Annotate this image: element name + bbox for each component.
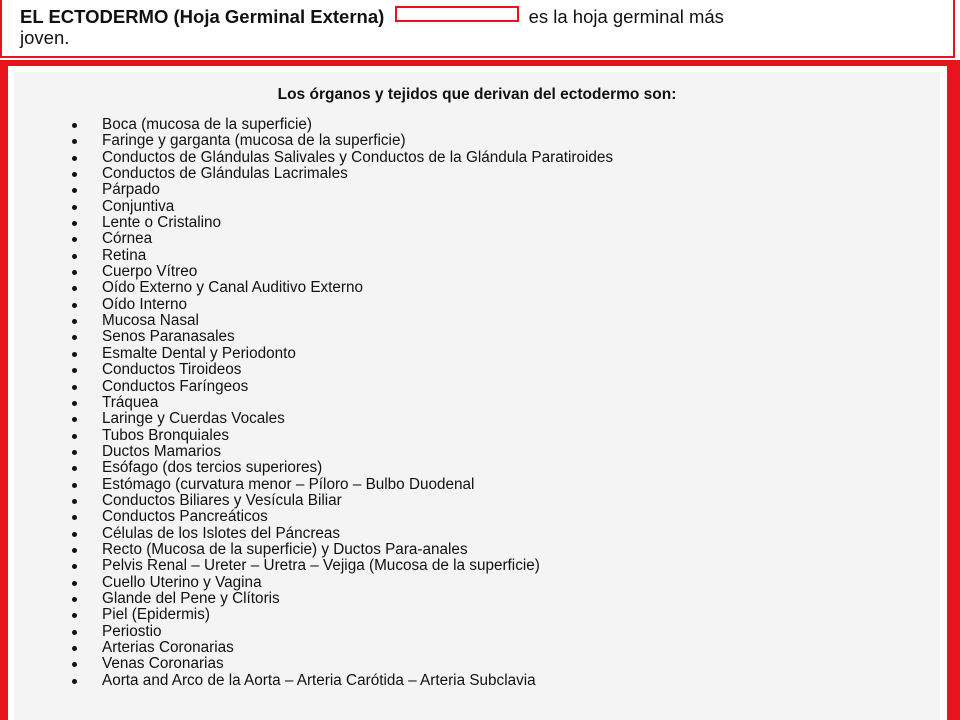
list-item-text: Esófago (dos tercios superiores): [102, 459, 323, 477]
list-item: [72, 379, 613, 395]
bullet-icon: [72, 385, 77, 390]
red-frame-left: [0, 60, 8, 720]
header-tail-text: es la hoja germinal más: [528, 6, 724, 27]
bullet-icon: [72, 139, 77, 144]
list-item: [72, 248, 613, 264]
list-item-text: Células de los Islotes del Páncreas: [102, 524, 341, 542]
list-item-text: Mucosa Nasal: [102, 312, 199, 330]
bullet-icon: [72, 417, 77, 422]
list-item-text: Conductos Biliares y Vesícula Biliar: [102, 491, 342, 509]
bullet-icon: [72, 630, 77, 635]
bullet-icon: [72, 434, 77, 439]
list-item-text: Aorta and Arco de la Aorta – Arteria Carótida – Arteria Subclavia: [102, 671, 536, 689]
bullet-icon: [72, 237, 77, 242]
list-item: [72, 215, 613, 231]
list-item: [72, 673, 613, 689]
list-item-text: Cuerpo Vítreo: [102, 263, 198, 281]
list-item: [72, 428, 613, 444]
list-item: [72, 199, 613, 215]
bullet-icon: [72, 254, 77, 259]
bullet-icon: [72, 613, 77, 618]
header-statement: [20, 6, 930, 48]
document-title: Los órganos y tejidos que derivan del ectodermo son:: [277, 86, 677, 103]
answer-blank-box[interactable]: [395, 6, 519, 22]
list-item: [72, 493, 613, 509]
list-item: [72, 526, 613, 542]
list-item: [72, 264, 613, 280]
bullet-icon: [72, 172, 77, 177]
bullet-icon: [72, 450, 77, 455]
bullet-icon: [72, 123, 77, 128]
header-box: [0, 0, 955, 58]
bullet-icon: [72, 581, 77, 586]
bullet-icon: [72, 368, 77, 373]
bullet-icon: [72, 188, 77, 193]
list-item-text: Conductos de Glándulas Salivales y Conductos de la Glándula Paratiroides: [102, 148, 614, 166]
list-item: [72, 656, 613, 672]
bullet-icon: [72, 335, 77, 340]
list-item: [72, 297, 613, 313]
bullet-icon: [72, 319, 77, 324]
list-item: [72, 182, 613, 198]
bullet-icon: [72, 515, 77, 520]
list-item-text: Conductos Tiroideos: [102, 361, 242, 379]
list-item: [72, 166, 613, 182]
list-item: [72, 591, 613, 607]
list-item-text: Senos Paranasales: [102, 328, 235, 346]
list-item-text: Arterias Coronarias: [102, 639, 234, 656]
document-panel: [14, 72, 940, 720]
bullet-icon: [72, 499, 77, 504]
list-item-text: Glande del Pene y Clítoris: [102, 589, 280, 607]
organ-list: [72, 117, 613, 689]
bullet-icon: [72, 646, 77, 651]
list-item: [72, 558, 613, 574]
bullet-icon: [72, 270, 77, 275]
bullet-icon: [72, 548, 77, 553]
list-item: [72, 231, 613, 247]
list-item: [72, 509, 613, 525]
list-item: [72, 346, 613, 362]
list-item: [72, 477, 613, 493]
bullet-icon: [72, 466, 77, 471]
list-item-text: Tráquea: [102, 393, 159, 411]
list-item: [72, 395, 613, 411]
list-item-text: Párpado: [102, 181, 160, 199]
list-item-text: Periostio: [102, 622, 162, 640]
list-item-text: Piel (Epidermis): [102, 606, 210, 624]
list-item: [72, 460, 613, 476]
list-item: [72, 640, 613, 656]
list-item-text: Lente o Cristalino: [102, 214, 222, 232]
list-item-text: Tubos Bronquiales: [102, 426, 229, 444]
list-item-text: Pelvis Renal – Ureter – Uretra – Vejiga (Mucosa de la superficie): [102, 557, 540, 575]
header-subtitle: (Hoja Germinal Externa): [173, 6, 385, 27]
list-item: [72, 150, 613, 166]
list-item-text: Cuello Uterino y Vagina: [102, 573, 262, 591]
list-item: [72, 362, 613, 378]
list-item: [72, 411, 613, 427]
list-item: [72, 607, 613, 623]
bullet-icon: [72, 352, 77, 357]
bullet-icon: [72, 483, 77, 488]
list-item: [72, 329, 613, 345]
bullet-icon: [72, 205, 77, 210]
list-item: [72, 313, 613, 329]
bullet-icon: [72, 564, 77, 569]
red-frame-top: [0, 60, 960, 66]
list-item: [72, 280, 613, 296]
list-item: [72, 542, 613, 558]
list-item-text: Recto (Mucosa de la superficie) y Ductos Para-anales: [102, 540, 468, 558]
list-item-text: Oído Externo y Canal Auditivo Externo: [102, 279, 364, 297]
list-item: [72, 133, 613, 149]
list-item: [72, 117, 613, 133]
bullet-icon: [72, 156, 77, 161]
bullet-icon: [72, 286, 77, 291]
list-item-text: Conductos Pancreáticos: [102, 508, 268, 526]
bullet-icon: [72, 679, 77, 684]
list-item-text: Boca (mucosa de la superficie): [102, 116, 313, 133]
list-item-text: Laringe y Cuerdas Vocales: [102, 410, 285, 428]
list-item-text: Venas Coronarias: [102, 655, 224, 673]
header-tail-text-2: joven.: [20, 27, 70, 48]
list-item-text: Oído Interno: [102, 295, 188, 313]
list-item-text: Conductos Faríngeos: [102, 377, 249, 395]
bullet-icon: [72, 532, 77, 537]
list-item-text: Retina: [102, 246, 147, 264]
list-item-text: Faringe y garganta (mucosa de la superficie): [102, 132, 406, 150]
list-item-text: Esmalte Dental y Periodonto: [102, 344, 296, 362]
list-item-text: Estómago (curvatura menor – Píloro – Bulbo Duodenal: [102, 475, 475, 493]
list-item: [72, 575, 613, 591]
list-item-text: Ductos Mamarios: [102, 442, 222, 460]
red-frame-right: [947, 60, 960, 720]
bullet-icon: [72, 662, 77, 667]
header-title: EL ECTODERMO: [20, 6, 169, 27]
list-item-text: Córnea: [102, 230, 153, 248]
bullet-icon: [72, 221, 77, 226]
bullet-icon: [72, 401, 77, 406]
bullet-icon: [72, 303, 77, 308]
list-item-text: Conductos de Glándulas Lacrimales: [102, 165, 348, 183]
list-item: [72, 624, 613, 640]
bullet-icon: [72, 597, 77, 602]
list-item: [72, 444, 613, 460]
list-item-text: Conjuntiva: [102, 197, 175, 215]
